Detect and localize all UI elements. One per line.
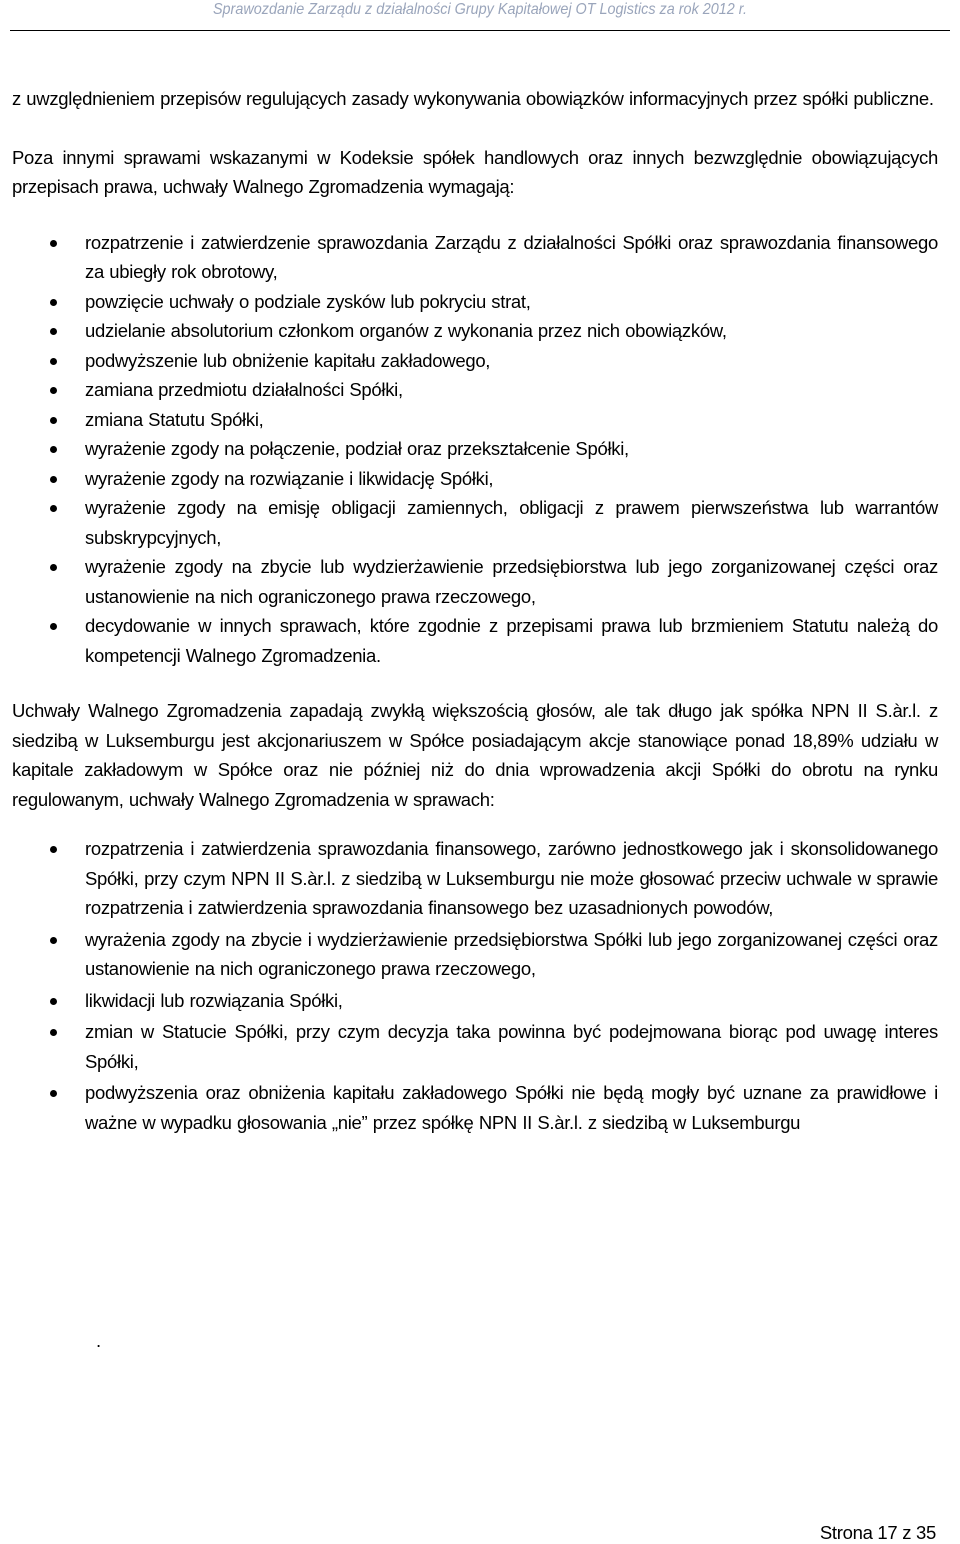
paragraph-intro-list1: Poza innymi sprawami wskazanymi w Kodeksie spółek handlowych oraz innych bezwzględnie obowiązujących przepisach prawa, uchwały Walnego Zgromadzenia wymagają: [12,146,938,197]
bullet-icon [50,299,57,306]
bullet-icon [50,417,57,424]
list-item: powzięcie uchwały o podziale zysków lub pokryciu strat, [12,287,938,317]
list-item: wyrażenia zgody na zbycie i wydzierżawienie przedsiębiorstwa Spółki lub jego zorganizowanej części oraz ustanowienie na nich ograniczonego prawa rzeczowego, [12,925,938,984]
bullet-icon [50,476,57,483]
page-number: Strona 17 z 35 [819,1522,936,1543]
stray-period: . [96,1330,102,1351]
bullet-icon [50,998,57,1005]
paragraph-continuation: z uwzględnieniem przepisów regulujących zasady wykonywania obowiązków informacyjnych przez spółki publiczne. [12,88,934,109]
bullet-icon [50,505,57,512]
bullet-icon [50,846,57,853]
list-item: zmian w Statucie Spółki, przy czym decyzja taka powinna być podejmowana biorąc pod uwagę interes Spółki, [12,1017,938,1076]
bullet-icon [50,937,57,944]
bullet-icon [50,1029,57,1036]
list-item: decydowanie w innych sprawach, które zgodnie z przepisami prawa lub brzmieniem Statutu należą do kompetencji Walnego Zgromadzenia. [12,611,938,670]
list-item: wyrażenie zgody na rozwiązanie i likwidację Spółki, [12,464,938,494]
list-item: wyrażenie zgody na zbycie lub wydzierżawienie przedsiębiorstwa lub jego zorganizowanej części oraz ustanowienie na nich ograniczonego prawa rzeczowego, [12,552,938,611]
page-header [0,0,960,30]
list-item: podwyższenie lub obniżenie kapitału zakładowego, [12,346,938,376]
header-title: Sprawozdanie Zarządu z działalności Grupy Kapitałowej OT Logistics za rok 2012 r. [212,1,748,18]
page-content [12,84,938,1139]
special-matters-list [12,834,938,1137]
bullet-icon [50,446,57,453]
bullet-icon [50,387,57,394]
list-item: podwyższenia oraz obniżenia kapitału zakładowego Spółki nie będą mogły być uznane za prawidłowe i ważne w wypadku głosowania „nie” przez spółkę NPN II S.àr.l. z siedzibą w Luksemburgu [12,1078,938,1137]
list-item: zmiana Statutu Spółki, [12,405,938,435]
bullet-icon [50,564,57,571]
list-item: wyrażenie zgody na połączenie, podział oraz przekształcenie Spółki, [12,434,938,464]
bullet-icon [50,328,57,335]
bullet-icon [50,358,57,365]
list-item: wyrażenie zgody na emisję obligacji zamiennych, obligacji z prawem pierwszeństwa lub warrantów subskrypcyjnych, [12,493,938,552]
list-item: rozpatrzenia i zatwierdzenia sprawozdania finansowego, zarówno jednostkowego jak i skonsolidowanego Spółki, przy czym NPN II S.àr.l. z siedzibą w Luksemburgu nie może głosować przeciw uchwale w sprawie rozpatrzenia i zatwierdzenia sprawozdania finansowego bez uzasadnionych powodów, [12,834,938,923]
list-item: likwidacji lub rozwiązania Spółki, [12,986,938,1016]
header-divider [10,30,950,31]
resolutions-list [12,228,938,671]
list-item: rozpatrzenie i zatwierdzenie sprawozdania Zarządu z działalności Spółki oraz sprawozdania finansowego za ubiegły rok obrotowy, [12,228,938,287]
paragraph-voting-rules: Uchwały Walnego Zgromadzenia zapadają zwykłą większością głosów, ale tak długo jak spółka NPN II S.àr.l. z siedzibą w Luksemburgu jest akcjonariuszem w Spółce posiadającym akcje stanowiące ponad 18,89% udziału w kapitale zakładowym w Spółce oraz nie później niż do dnia wprowadzenia akcji Spółki do obrotu na rynku regulowanym, uchwały Walnego Zgromadzenia w sprawach: [12,700,938,810]
bullet-icon [50,1090,57,1097]
list-item: udzielanie absolutorium członkom organów z wykonania przez nich obowiązków, [12,316,938,346]
list-item: zamiana przedmiotu działalności Spółki, [12,375,938,405]
bullet-icon [50,623,57,630]
bullet-icon [50,240,57,247]
